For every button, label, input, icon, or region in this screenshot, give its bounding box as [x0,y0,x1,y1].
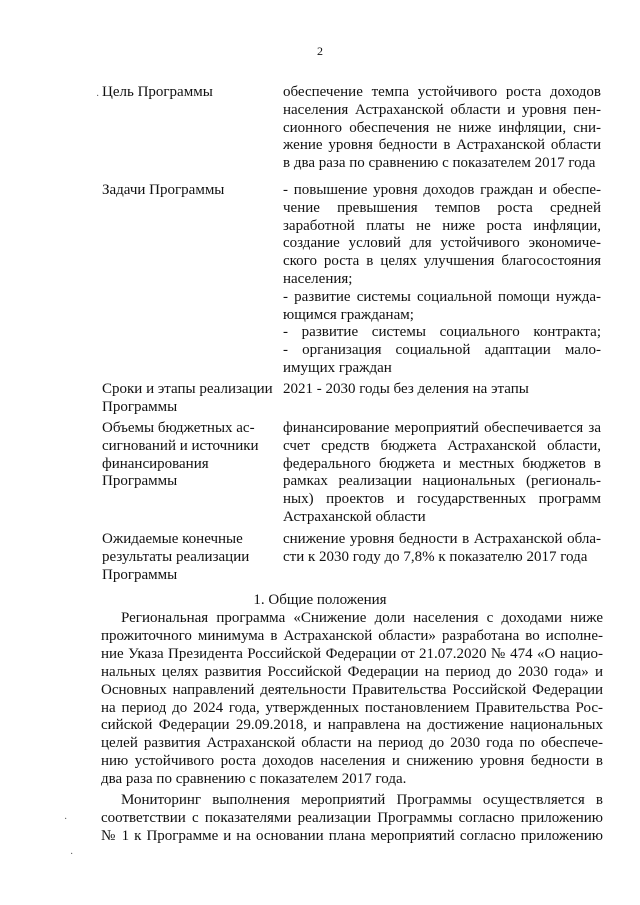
passport-label-results: Ожидаемые конечные результаты реализации Программы [102,531,250,583]
passport-label-goal: Цель Программы [102,84,213,100]
page-number: 2 [317,44,323,58]
passport-value-timeline: 2021 - 2030 годы без деления на этапы [283,381,529,397]
passport-value-funding: финансирование мероприятий обеспечивается за счет средств бюджета Астраханской области, федерального бюджета и местных бюджетов в рамках реализации национальных (региональ- ных) проектов и государственных программ Астраханской области [283,420,601,525]
scan-speck: · [64,814,68,825]
body-paragraph-2: Мониторинг выполнения мероприятий Программы осуществляется в соответствии с показателями реализации Программы согласно приложению № 1 к Программе и на основании плана мероприятий согласно приложению [101,792,603,844]
passport-label-funding: Объемы бюджетных ас- сигнований и источники финансирования Программы [102,420,259,490]
passport-value-goal: обеспечение темпа устойчивого роста доходов населения Астраханской области и уровня пен- сионного обеспечения не ниже инфляции, сни- жение уровня бедности в Астраханской области в два раза по сравнению с показателем 2017 года [283,84,601,172]
body-paragraph-1: Региональная программа «Снижение доли населения с доходами ниже прожиточного минимума в Астраханской области» разработана во исполне- ние Указа Президента Российской Федерации от 21.07.2020 № 474 «О нацио- нальных целях развития Российской Федерации на период до 2030 года» и Основных направлений деятельности Правительства Российской Федерации на период до 2024 года, утвержденных постановлением Правительства Рос- сийской Федерации 29.09.2018, и направлена на достижение национальных целей развития Астраханской области на период до 2030 года по обеспече- нию устойчивого роста доходов населения и снижению уровня бедности в два раза по сравнению с показателем 2017 года. [101,610,603,788]
passport-value-results: снижение уровня бедности в Астраханской обла- сти к 2030 году до 7,8% к показателю 2017 года [283,531,601,565]
section-title: 1. Общие положения [253,592,387,608]
passport-label-tasks: Задачи Программы [102,182,225,198]
passport-label-timeline: Сроки и этапы реализации Программы [102,381,273,415]
scan-speck: · [70,849,74,860]
passport-value-tasks: - повышение уровня доходов граждан и обеспе- чение превышения темпов роста средней заработной платы не ниже роста инфляции, создание условий для устойчивого экономиче- ского роста в целях улучшения благосостояния населения; - развитие системы социальной помощи нужда- ющимся гражданам; - развитие системы социального контракта; - организация социальной адаптации мало- имущих граждан [283,182,601,376]
scan-speck: · [96,91,100,102]
